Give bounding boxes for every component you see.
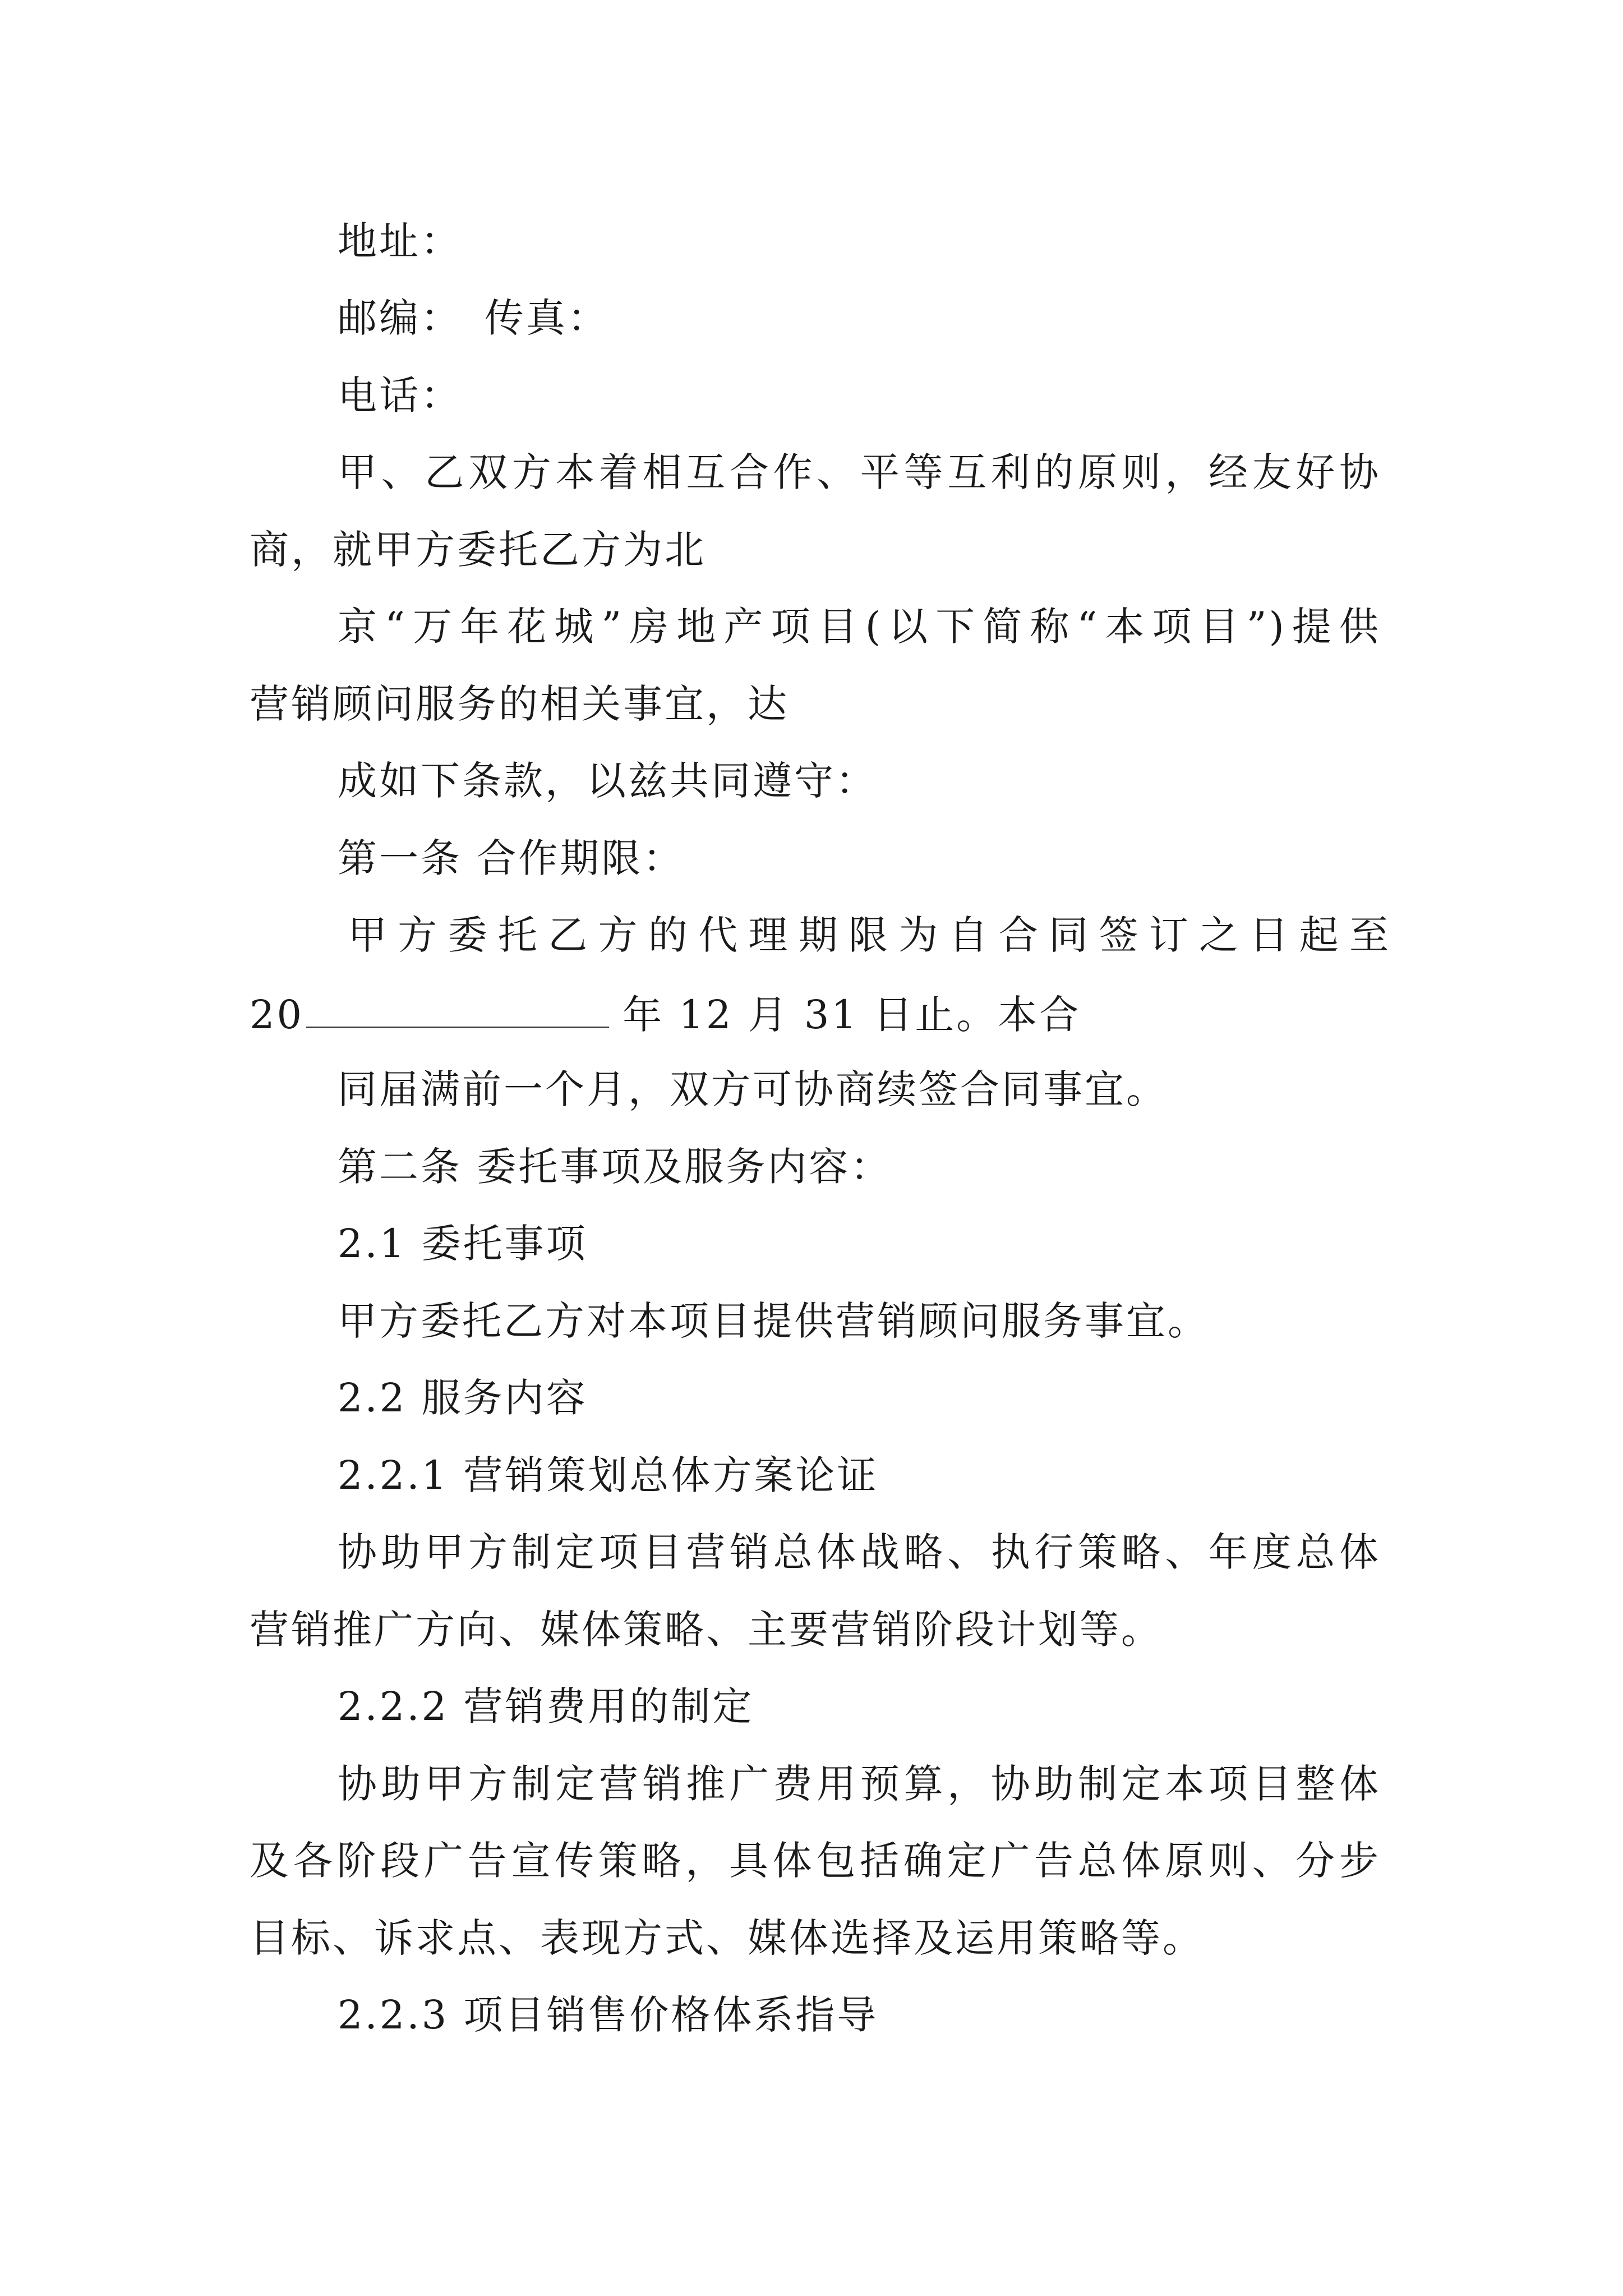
year-prefix: 20 xyxy=(250,992,305,1038)
subsection-heading: 2.2.2 营销费用的制定 xyxy=(338,1683,754,1729)
section-heading: 2.2 服务内容 xyxy=(338,1375,588,1421)
paragraph-line: 甲方委托乙方对本项目提供营销顾问服务事宜。 xyxy=(338,1298,1209,1344)
date-suffix: 年 12 月 31 日止。本合 xyxy=(623,992,1081,1038)
address-line: 地址： xyxy=(338,218,462,264)
article-heading: 第一条 合作期限： xyxy=(338,835,685,881)
paragraph-line: 营销顾问服务的相关事宜，达 xyxy=(250,681,789,727)
section-heading: 2.1 委托事项 xyxy=(338,1221,588,1267)
postcode-label: 邮编： xyxy=(338,295,462,341)
paragraph-line: 京“万年花城”房地产项目(以下简称“本项目”)提供 xyxy=(338,604,1381,650)
paragraph-line: 同届满前一个月，双方可协商续签合同事宜。 xyxy=(338,1066,1168,1112)
paragraph-line: 成如下条款，以兹共同遵守： xyxy=(338,758,877,804)
subsection-heading: 2.2.1 营销策划总体方案论证 xyxy=(338,1452,879,1498)
subsection-heading: 2.2.3 项目销售价格体系指导 xyxy=(338,1992,879,2038)
postcode-fax-line xyxy=(338,293,609,343)
paragraph-line: 协助甲方制定项目营销总体战略、执行策略、年度总体 xyxy=(338,1529,1381,1575)
paragraph-line: 协助甲方制定营销推广费用预算，协助制定本项目整体 xyxy=(338,1761,1381,1807)
date-line xyxy=(250,987,1081,1038)
fax-label: 传真： xyxy=(485,295,609,341)
paragraph-line: 目标、诉求点、表现方式、媒体选择及运用策略等。 xyxy=(250,1915,1204,1961)
year-blank-underline xyxy=(306,987,609,1028)
paragraph-line: 甲方委托乙方的代理期限为自合同签订之日起至 xyxy=(348,912,1391,958)
article-heading: 第二条 委托事项及服务内容： xyxy=(338,1144,892,1190)
paragraph-line: 营销推广方向、媒体策略、主要营销阶段计划等。 xyxy=(250,1607,1163,1653)
phone-line: 电话： xyxy=(338,372,462,418)
paragraph-line: 甲、乙双方本着相互合作、平等互利的原则，经友好协 xyxy=(338,449,1381,495)
paragraph-line: 商，就甲方委托乙方为北 xyxy=(250,527,706,573)
paragraph-line: 及各阶段广告宣传策略，具体包括确定广告总体原则、分步 xyxy=(250,1838,1381,1884)
